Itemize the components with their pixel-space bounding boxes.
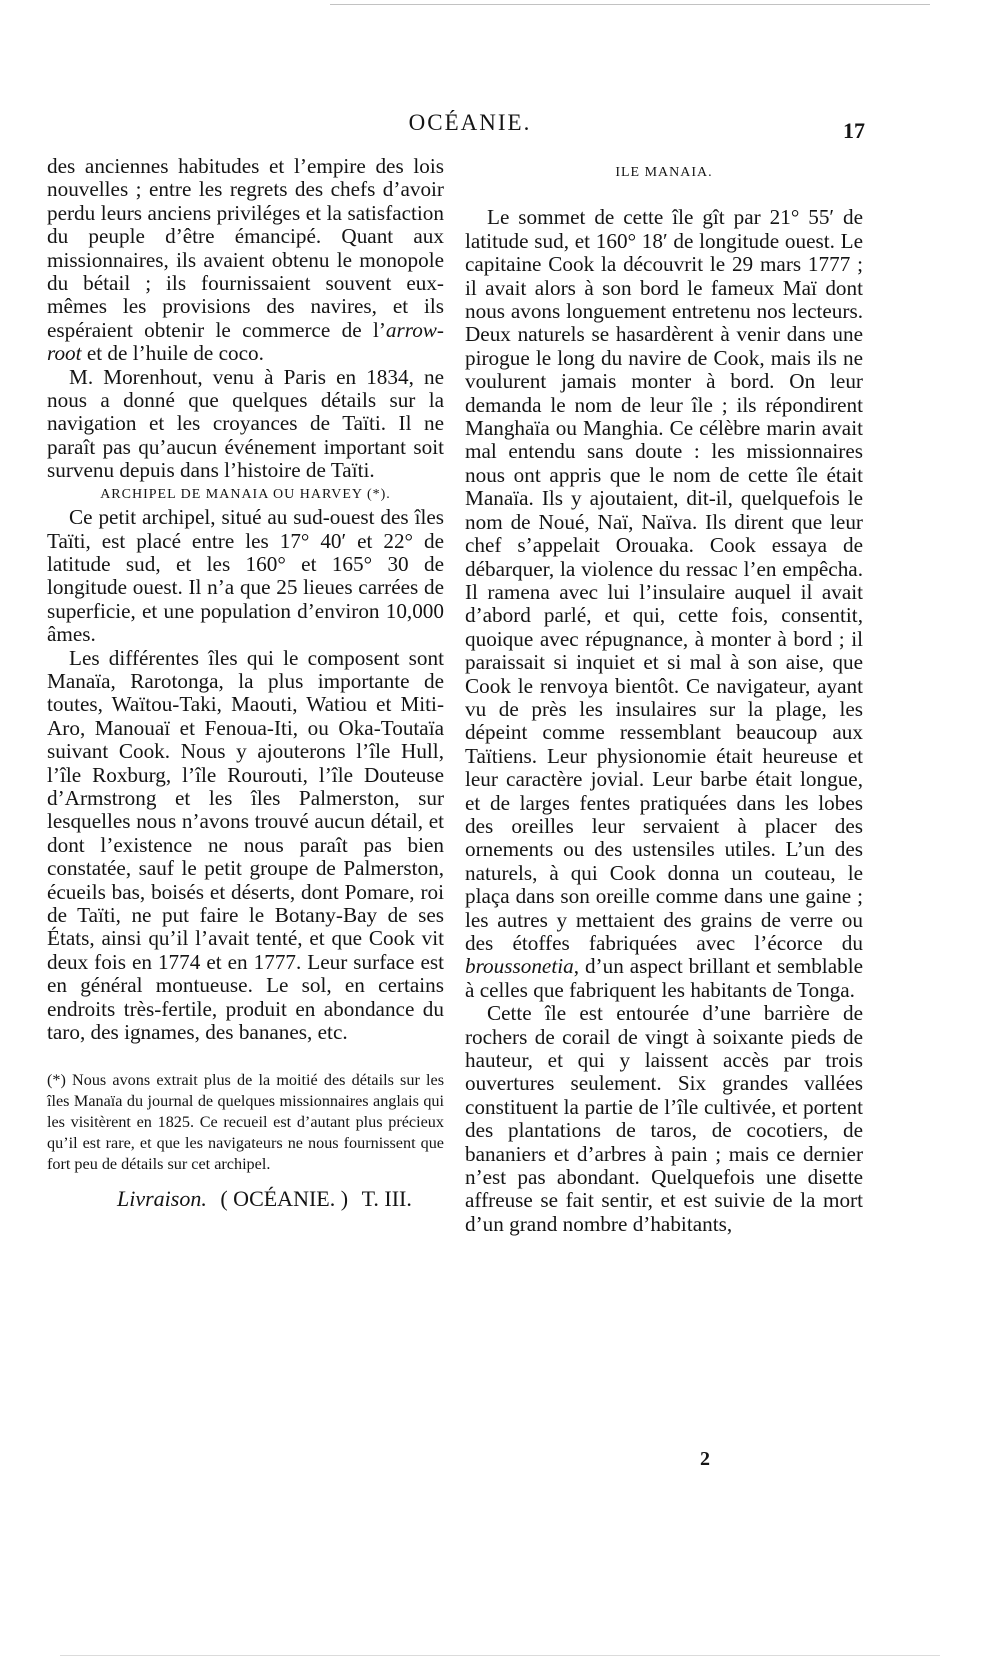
- paragraph: [465, 206, 863, 1002]
- page-number: 17: [843, 118, 865, 143]
- printer-signature: [47, 1187, 444, 1210]
- right-column: [465, 155, 863, 1236]
- sheet-signature-number: 2: [700, 1448, 710, 1470]
- paragraph: [47, 155, 444, 366]
- left-column: [47, 155, 444, 1211]
- footnote: (*) Nous avons extrait plus de la moitié des détails sur les îles Manaïa du journal de quelques missionnaires anglais qui les visitèrent en 1825. Ce recueil est d’autant plus précieux qu’il est rare, et que les navigateurs ne nous fournissent que fort peu de détails sur cet archipel.: [47, 1071, 444, 1174]
- italic-term: broussonetia: [465, 954, 574, 979]
- italic-term: arrow-root: [47, 317, 444, 366]
- paragraph: Cette île est entourée d’une barrière de rochers de corail de vingt à soixante pieds de hauteur, et qui y laissent accès par trois ouvertures seulement. Six grandes vallées constituent la partie de l’île cultivée, et portent des plantations de taros, de cocotiers, de bananiers et d’arbres à pain ; mais ce dernier n’est pas abondant. Quelquefois une disette affreuse se fait sentir, et est suivie de la mort d’un grand nombre d’habitants,: [465, 1001, 863, 1236]
- paragraph-text: des anciennes habitudes et l’empire des lois nouvelles ; entre les regrets des chefs d’avoir perdu leurs anciens priviléges et la satisfaction du peuple d’être émancipé. Quant aux missionnaires, ils avaient obtenu le monopole du bétail ; ils fournissaient souvent eux-mêmes les provisions des navires, et ils espéraient obtenir le commerce de l’: [47, 154, 444, 342]
- paragraph: Les différentes îles qui le composent sont Manaïa, Rarotonga, la plus importante de toutes, Waïtou-Taki, Maouti, Watiou et Miti-Aro, Manouaï et Fenoua-Iti, ou Oka-Toutaïa suivant Cook. Nous y ajouterons l’île Hull, l’île Roxburg, l’île Rourouti, l’île Douteuse d’Armstrong et les îles Palmerston, sur lesquelles nous n’avons trouvé aucun détail, et dont l’existence ne nous paraît pas bien constatée, sauf le petit groupe de Palmerston, écueils bas, boisés et déserts, dont Pomare, roi de Taïti, ne put faire le Botany-Bay de ses États, ainsi qu’il l’avait tenté, et que Cook vit deux fois en 1774 et en 1777. Leur surface est en général montueuse. Le sol, en certains endroits très-fertile, produit en abondance du taro, des ignames, des bananes, etc.: [47, 645, 444, 1045]
- section-heading: ARCHIPEL DE MANAIA OU HARVEY (*).: [100, 486, 391, 502]
- signature-tome: T. III.: [361, 1186, 412, 1212]
- running-title: OCÉANIE.: [408, 110, 532, 135]
- bottom-scan-edge: [60, 1655, 940, 1656]
- paragraph-text: , d’un aspect brillant et semblable à celles que fabriquent les habitants de Tonga.: [465, 954, 863, 1002]
- paragraph-text: et de l’huile de coco.: [81, 341, 264, 366]
- paragraph: Ce petit archipel, situé au sud-ouest des îles Taïti, est placé entre les 17° 40′ et 22° de latitude sud, et les 160° et 165° 30 de longitude ouest. Il n’a que 25 lieues carrées de superficie, et une population d’environ 10,000 âmes.: [47, 505, 444, 647]
- section-heading: ILE MANAIA.: [615, 165, 713, 180]
- paragraph-text: Le sommet de cette île gît par 21° 55′ de latitude sud, et 160° 18′ de longitude ouest. Le capitaine Cook la découvrit le 29 mars 1777 ; il avait alors à son bord le fameux Maï dont nous avons longuement entretenu nos lecteurs. Deux naturels se hasardèrent à venir dans une pirogue le long du navire de Cook, mais ils ne voulurent jamais monter à bord. On leur demanda le nom de leur île ; ils répondirent Manghaïa ou Manghia. Ce célèbre marin avait mal entendu sans doute : les missionnaires nous ont appris que le nom de cette île était Manaïa. Ils y ajoutaient, dit-il, quelquefois le nom de Noué, Naï, Naïva. Ils dirent que leur chef s’appelait Orouaka. Cook essaya de débarquer, la violence du ressac l’en empêcha. Il ramena avec lui l’insulaire auquel il avait d’abord parlé, et qui, cette fois, consentit, quoique avec répugnance, à monter à bord ; il paraissait si inquiet et si mal à son aise, que Cook le renvoya bientôt. Ce navigateur, ayant vu de près les insulaires sur la plage, les dépeint comme ressemblant beaucoup aux Taïtiens. Leur physionomie était heureuse et leur caractère jovial. Leur barbe était longue, et de larges fentes pratiquées dans les lobes des oreilles leur servaient à placer des ornements ou des ustensiles utiles. L’un des naturels, à qui Cook donna un couteau, le plaça dans son oreille comme dans une gaine ; les autres y mettaient des grains de verre ou des étoffes fabriquées avec l’écorce du: [465, 205, 863, 955]
- top-scan-edge: [330, 4, 930, 5]
- signature-oceanie: ( OCÉANIE. ): [220, 1186, 349, 1212]
- paragraph: M. Morenhout, venu à Paris en 1834, ne nous a donné que quelques détails sur la navigation et les croyances de Taïti. Il ne paraît pas qu’aucun événement important soit survenu depuis dans l’histoire de Taïti.: [47, 364, 444, 483]
- signature-livraison: Livraison.: [117, 1186, 207, 1212]
